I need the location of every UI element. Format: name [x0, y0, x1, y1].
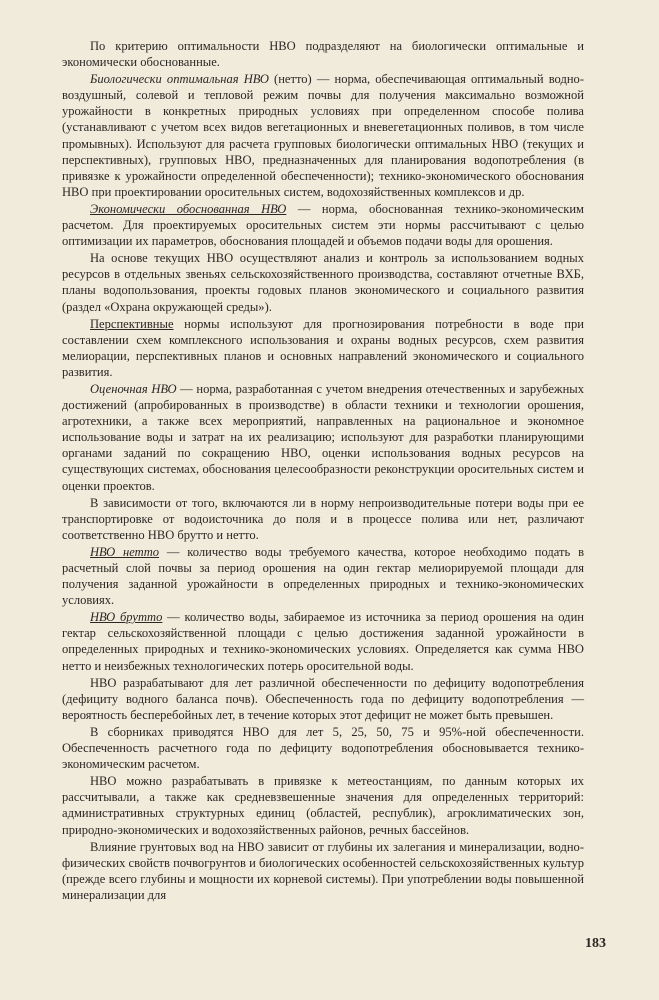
paragraph-12	[62, 773, 584, 837]
paragraph-1	[62, 38, 584, 70]
paragraph-6-text: — норма, разработанная с учетом внедрения отечественных и зарубежных достижений (апробированных в производстве) в области техники и технологии орошения, агротехники, а также всех мероприятий, направленных на рациональное и экономное использование воды и затрат на их реализацию; используют для разработки планирующими органами заданий по сокращению НВО, оценки использования водных ресурсов на существующих системах, обоснования целесообразности реконструкции оросительных систем и оценки проектов.	[62, 381, 584, 493]
paragraph-3-text: — норма, обоснованная технико-экономическим расчетом. Для проектируемых оросительных систем эти нормы рассчитывают с целью оптимизации их параметров, обоснования площадей и объемов подачи воды для орошения.	[62, 201, 584, 249]
term-biologically-optimal: Биологически оптимальная НВО	[90, 72, 269, 87]
paragraph-9-text: — количество воды, забираемое из источника за период орошения на один гектар сельскохозяйственной площади с целью достижения заданной урожайности в определенных природных и технико-экономических условиях. Определяется как сумма НВО нетто и неизбежных технологических потерь оросительной воды.	[62, 610, 584, 673]
term-economically-justified: Экономически обоснованная НВО	[90, 201, 287, 216]
term-evaluative: Оценочная НВО	[90, 381, 177, 396]
paragraph-6	[62, 381, 584, 494]
paragraph-4	[62, 250, 584, 314]
paragraph-12-text: НВО можно разрабатывать в привязке к метеостанциям, по данным которых их рассчитывали, а также как средневзвешенные значения для определенных территорий: административных структурных единиц (областей, республик), агроклиматических зон, природно-экономических и водохозяйственных районов, речных бассейнов.	[62, 774, 584, 837]
paragraph-13	[62, 839, 584, 903]
paragraph-10	[62, 675, 584, 723]
term-nvo-brutto: НВО брутто	[90, 610, 163, 625]
paragraph-7-text: В зависимости от того, включаются ли в норму непроизводительные потери воды при ее транспортировке от водоисточника до поля и в процессе полива или нет, различают соответственно НВО брутто и нетто.	[62, 495, 584, 542]
term-nvo-netto: НВО нетто	[90, 544, 160, 559]
paragraph-8	[62, 544, 584, 608]
page-number: 183	[585, 936, 606, 951]
paragraph-4-text: На основе текущих НВО осуществляют анализ и контроль за использованием водных ресурсов в отдельных звеньях сельскохозяйственного производства, составляют отчетные ВХБ, планы водопользования, проекты годовых планов экономического и социального развития (раздел «Охрана окружающей среды»).	[62, 251, 584, 314]
paragraph-1-text: По критерию оптимальности НВО подразделяют на биологически оптимальные и экономически обоснованные.	[62, 39, 584, 70]
paragraph-11-text: В сборниках приводятся НВО для лет 5, 25, 50, 75 и 95%-ной обеспеченности. Обеспеченность расчетного года по дефициту водопотребления обосновывается технико-экономическим расчетом.	[62, 724, 584, 772]
paragraph-3	[62, 201, 584, 249]
paragraph-9	[62, 609, 584, 673]
body-text	[62, 38, 584, 903]
paragraph-7	[62, 495, 584, 543]
paragraph-5-text: нормы используют для прогнозирования потребности в воде при составлении схем комплексного использования и охраны водных ресурсов, схем развития мелиорации, перспективных планов и основных направлений экономического и социального развития.	[62, 316, 584, 379]
paragraph-11	[62, 724, 584, 772]
term-perspective: Перспективные	[90, 316, 174, 331]
paragraph-8-text: — количество воды требуемого качества, которое необходимо подать в расчетный слой почвы за период орошения на один гектар мелиорируемой площади для получения заданной урожайности в определенных природных и технико-экономических условиях.	[62, 544, 584, 608]
paragraph-13-text: Влияние грунтовых вод на НВО зависит от глубины их залегания и минерализации, водно-физических свойств почвогрунтов и биологических особенностей сельскохозяйственных культур (прежде всего глубины и мощности их корневой системы). При употреблении воды повышенной минерализации для	[62, 839, 584, 902]
paragraph-10-text: НВО разрабатывают для лет различной обеспеченности по дефициту водопотребления (дефициту водного баланса почв). Обеспеченность года по дефициту водопотребления — вероятность бесперебойных лет, в течение которых этот дефицит не может быть превышен.	[62, 675, 584, 722]
paragraph-2	[62, 71, 584, 200]
paragraph-2-text: (нетто) — норма, обеспечивающая оптимальный водно-воздушный, солевой и тепловой режим почвы для получения максимально возможной урожайности в конкретных природных условиях при определенном способе полива (устанавливают с учетом всех видов вегетационных и вневегетационных поливов, в том числе промывных). Используют для расчета групповых биологически оптимальных НВО (текущих и перспективных), групповых НВО, предназначенных для планирования водопотребления (в привязке к урожайности определенной обеспеченности); технико-экономического обоснования НВО при проектировании оросительных систем, водохозяйственных комплексов и др.	[62, 72, 584, 199]
paragraph-5	[62, 316, 584, 380]
